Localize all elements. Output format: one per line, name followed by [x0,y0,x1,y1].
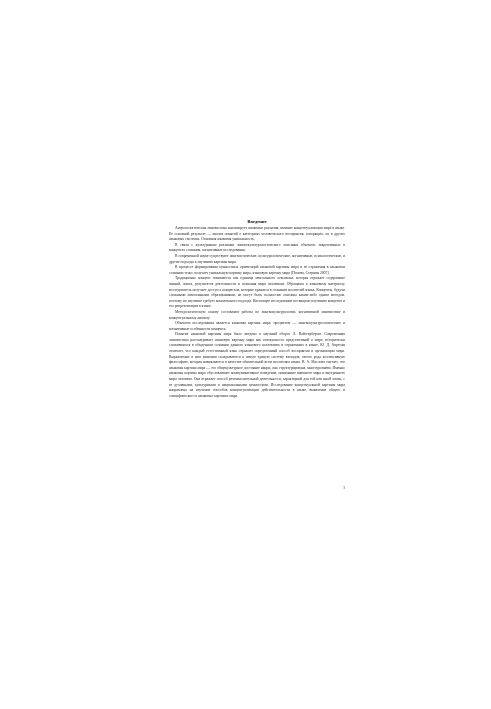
paragraph: В связи с культурными реалиями лингвокультурологического описания объектов, закрепленных в концептах сознания, когнитивные исследования. [169,242,345,253]
paragraph: Объектом исследования является языковая картина мира, предметом — лингвокультурологические и когнитивные особенности концепта. [169,321,345,331]
paragraph: Методологическую основу составляют работы по лингвокультурологии, когнитивной лингвистике и концептуальному анализу. [169,309,345,320]
paragraph: В процессе формирования ценностных ориентаций языковой картины мира и её отражения в языковом сознании этнос получает уникальную картину мира, языковую картину мира [Попова, Стернин 2007]. [169,265,345,275]
document-body [169,219,345,399]
paragraph: В современной науке существуют лингвистические, культурологические, когнитивные, психологические, и другие подходы к изучению картины мира. [169,253,345,264]
paragraph: Антропологическая лингвистика анализирует языковые различия, явление концептуализации мира в языке. Её основной результат — анализ понятий о категориях человеческого восприятия, говорящих, их в других языковых системах. Основная языковая уникальность. [169,226,345,242]
page-title: Введение [247,219,267,224]
page-number: 3 [343,486,345,490]
paragraph: Традиционно концепт понимается как единица ментального лексикона, которая отражает содержание знаний, опыта, результатов деятельности и познания мира человеком. Обращаясь к языковому материалу, исследователь получает доступ к концептам, которые хранятся в сознании носителей языка. Концепты, будучи сложными ментальными образованиями, не могут быть полностью описаны каким-либо одним методом, поэтому их изучение требует комплексного подхода. Настоящее исследование посвящено изучению концепта и его репрезентации в языке. [169,276,345,309]
paragraph: Понятие языковой картины мира было введено в научный оборот Л. Вайсгербером. Современная лингвистика рассматривает языковую картину мира как совокупность представлений о мире, исторически сложившихся в обыденном сознании данного языкового коллектива и отраженных в языке. Ю. Д. Апресян отмечает, что каждый естественный язык отражает определенный способ восприятия и организации мира. Выражаемые в нем значения складываются в некую единую систему взглядов, своего рода коллективную философию, которая навязывается в качестве обязательной всем носителям языка. В. А. Маслова считает, что языковая картина мира — это общекультурное достояние нации, она структурирована, многоуровнева. Именно языковая картина мира обусловливает коммуникативное поведение, понимание внешнего мира и внутреннего мира человека. Она отражает способ речемыслительной деятельности, характерной для той или иной эпохи, с ее духовными, культурными и национальными ценностями. Исследование концептуальной картины мира направлено на изучение способов концептуализации действительности в языке, выявление общего и специфического в языковых картинах мира. [169,332,345,398]
